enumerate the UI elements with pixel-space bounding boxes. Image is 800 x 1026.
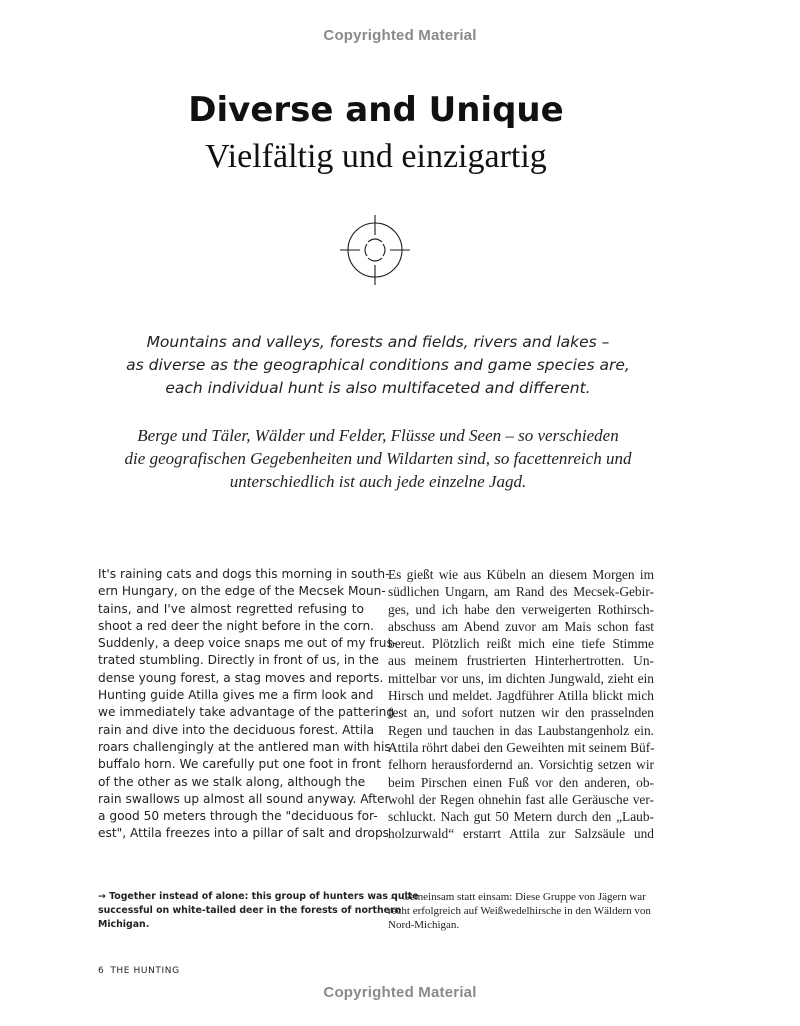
page-title-english: Diverse and Unique [188, 90, 564, 130]
body-line: schluckt. Nach gut 50 Metern durch den „Laub- [388, 809, 654, 825]
page-title-german: Vielfältig und einzigartig [205, 138, 547, 175]
body-line: Regen und tauchen in das Laubstangenholz ein. [388, 722, 654, 738]
body-line: buffalo horn. We carefully put one foot in front [98, 757, 381, 772]
watermark-bottom: Copyrighted Material [323, 984, 477, 1001]
intro-line: as diverse as the geographical conditions and game species are, [126, 356, 630, 374]
photo-caption-english [98, 890, 419, 932]
body-line: tains, and I've almost regretted refusing to [98, 601, 364, 616]
caption-line: → Together instead of alone: this group of hunters was quite [98, 891, 419, 902]
body-line: Es gießt wie aus Kübeln an diesem Morgen im [388, 567, 654, 582]
body-line: abschuss am Abend zuvor am Mais schon fast [388, 618, 654, 634]
body-line: ges, und ich habe den verweigerten Rothirsch- [388, 601, 654, 617]
page-footer [98, 966, 186, 976]
body-column-german [388, 566, 654, 843]
body-line: Hirsch und meldet. Jagdführer Atilla blickt mich [388, 688, 654, 704]
intro-line: die geografischen Gegebenheiten und Wildarten sind, so facettenreich und [124, 449, 632, 468]
body-line: mittelbar vor uns, im dichten Jungwald, zieht ein [388, 670, 654, 686]
body-line: südlichen Ungarn, am Rand des Mecsek-Gebir- [388, 584, 654, 600]
body-line: bereut. Plötzlich reißt mich eine tiefe Stimme [388, 636, 654, 652]
intro-line: Berge und Täler, Wälder und Felder, Flüsse und Seen – so verschieden [137, 426, 619, 445]
watermark-top: Copyrighted Material [323, 27, 477, 44]
body-line: aus meinem frustrierten Hinterhertrotten. Un- [388, 653, 654, 669]
body-line: a good 50 meters through the "deciduous for- [98, 809, 378, 824]
caption-line: → Gemeinsam statt einsam: Diese Gruppe von Jägern war [388, 891, 646, 903]
intro-english [100, 331, 656, 400]
caption-line: successful on white-tailed deer in the forests of northern [98, 905, 402, 916]
body-line: we immediately take advantage of the pattering [98, 705, 395, 720]
body-line: trated stumbling. Directly in front of us, in the [98, 653, 379, 668]
body-line: holzurwald“ erstarrt Attila zur Salzsäule und [388, 826, 654, 842]
body-line: Suddenly, a deep voice snaps me out of my frus- [98, 636, 398, 651]
body-line: wohl der Regen ohnehin fast alle Geräusche ver- [388, 791, 654, 807]
body-line: of the other as we stalk along, although the [98, 774, 366, 789]
body-column-english [98, 566, 398, 843]
caption-line: Nord-Michigan. [388, 919, 460, 931]
body-line: rain swallows up almost all sound anyway. After [98, 791, 390, 806]
body-line: Hunting guide Atilla gives me a firm look and [98, 688, 374, 703]
body-line: rain and dive into the deciduous forest. Attila [98, 722, 375, 737]
body-line: Attila röhrt dabei den Geweihten mit seinem Büf- [388, 739, 655, 755]
section-title: THE HUNTING [110, 966, 180, 976]
body-line: dense young forest, a stag moves and reports. [98, 670, 384, 685]
photo-caption-german [388, 890, 658, 932]
intro-line: Mountains and valleys, forests and fields, rivers and lakes – [146, 333, 610, 351]
intro-line: unterschiedlich ist auch jede einzelne Jagd. [229, 472, 527, 491]
intro-line: each individual hunt is also multifaceted and different. [165, 379, 591, 397]
body-line: est", Attila freezes into a pillar of salt and drops [98, 826, 390, 841]
page-number: 6 [98, 966, 105, 976]
body-line: fest an, und sofort nutzen wir den prasselnden [388, 705, 654, 721]
body-line: beim Pirschen einen Fuß vor den anderen, ob- [388, 774, 654, 790]
caption-line: Michigan. [98, 919, 150, 930]
body-line: roars challengingly at the antlered man with his [98, 739, 391, 754]
crosshair-icon [338, 213, 412, 292]
body-line: It's raining cats and dogs this morning in south- [98, 567, 390, 581]
body-line: ern Hungary, on the edge of the Mecsek Moun- [98, 584, 386, 599]
body-line: shoot a red deer the night before in the corn. [98, 618, 375, 633]
body-line: felhorn herausfordernd an. Vorsichtig setzen wir [388, 757, 654, 773]
caption-line: recht erfolgreich auf Weißwedelhirsche in den Wäldern von [388, 905, 651, 917]
intro-german [90, 424, 666, 493]
